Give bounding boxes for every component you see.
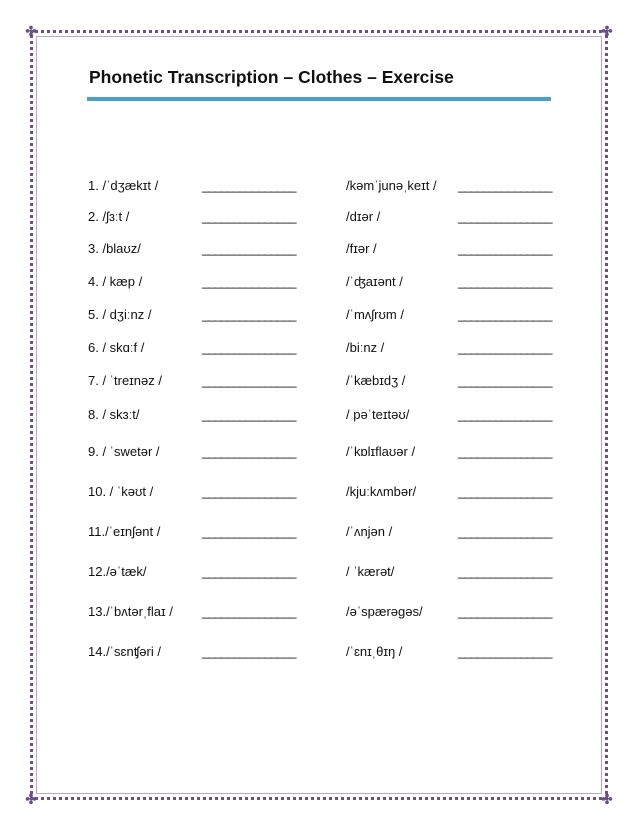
exercise-row — [88, 524, 578, 544]
transcription-right: /əˈspærəgəs/ — [346, 604, 423, 619]
transcription-left: 5. / dʒiːnz / — [88, 307, 152, 322]
exercise-row — [88, 484, 578, 504]
answer-blank-right[interactable]: _______________ — [458, 644, 552, 659]
answer-blank-right[interactable]: _______________ — [458, 604, 552, 619]
answer-blank-right[interactable]: _______________ — [458, 340, 552, 355]
transcription-left: 6. / skɑːf / — [88, 340, 145, 355]
answer-blank-left[interactable]: _______________ — [202, 209, 296, 224]
corner-ornament-icon: ✤ — [25, 23, 37, 39]
exercise-row — [88, 241, 578, 261]
answer-blank-left[interactable]: _______________ — [202, 178, 296, 193]
exercise-row — [88, 644, 578, 664]
answer-blank-right[interactable]: _______________ — [458, 564, 552, 579]
corner-ornament-icon: ✤ — [25, 791, 37, 807]
answer-blank-left[interactable]: _______________ — [202, 444, 296, 459]
transcription-right: /ˈɛnɪˌθɪŋ / — [346, 644, 403, 659]
exercise-row — [88, 604, 578, 624]
answer-blank-right[interactable]: _______________ — [458, 274, 552, 289]
transcription-right: /ˈʤaɪənt / — [346, 274, 403, 289]
transcription-right: /ˈmʌʃrʊm / — [346, 307, 404, 322]
exercise-row — [88, 274, 578, 294]
answer-blank-right[interactable]: _______________ — [458, 407, 552, 422]
answer-blank-left[interactable]: _______________ — [202, 307, 296, 322]
exercise-row — [88, 178, 578, 198]
transcription-left: 1. /ˈdʒækɪt / — [88, 178, 159, 193]
exercise-row — [88, 444, 578, 464]
transcription-right: /fɪər / — [346, 241, 377, 256]
answer-blank-left[interactable]: _______________ — [202, 407, 296, 422]
transcription-right: /ˈkæbɪdʒ / — [346, 373, 406, 388]
exercise-row — [88, 340, 578, 360]
answer-blank-right[interactable]: _______________ — [458, 484, 552, 499]
transcription-left: 10. / ˈkəʊt / — [88, 484, 154, 499]
transcription-left: 7. / ˈtreɪnəz / — [88, 373, 162, 388]
transcription-right: /dɪər / — [346, 209, 381, 224]
transcription-right: /ˈʌnjən / — [346, 524, 393, 539]
answer-blank-right[interactable]: _______________ — [458, 209, 552, 224]
transcription-left: 3. /blaʊz/ — [88, 241, 141, 256]
exercise-row — [88, 209, 578, 229]
answer-blank-left[interactable]: _______________ — [202, 340, 296, 355]
transcription-right: / pəˈteɪtəʊ/ — [346, 407, 410, 422]
exercise-row — [88, 373, 578, 393]
transcription-right: /kəmˈjunəˌkeɪt / — [346, 178, 437, 193]
answer-blank-right[interactable]: _______________ — [458, 307, 552, 322]
exercise-row — [88, 307, 578, 327]
transcription-left: 13./ˈbʌtərˌflaɪ / — [88, 604, 173, 619]
answer-blank-right[interactable]: _______________ — [458, 178, 552, 193]
exercise-row — [88, 564, 578, 584]
title-underline — [87, 97, 551, 101]
transcription-left: 12./əˈtæk/ — [88, 564, 147, 579]
answer-blank-left[interactable]: _______________ — [202, 524, 296, 539]
corner-ornament-icon: ✤ — [601, 791, 613, 807]
page-title: Phonetic Transcription – Clothes – Exercise — [89, 67, 454, 87]
corner-ornament-icon: ✤ — [601, 23, 613, 39]
transcription-left: 11./ˈeɪnʃənt / — [88, 524, 161, 539]
answer-blank-right[interactable]: _______________ — [458, 373, 552, 388]
answer-blank-left[interactable]: _______________ — [202, 241, 296, 256]
transcription-left: 2. /ʃɜːt / — [88, 209, 130, 224]
answer-blank-left[interactable]: _______________ — [202, 373, 296, 388]
transcription-left: 8. / skɜːt/ — [88, 407, 140, 422]
answer-blank-right[interactable]: _______________ — [458, 444, 552, 459]
transcription-right: /ˈkɒlɪflaʊər / — [346, 444, 416, 459]
answer-blank-left[interactable]: _______________ — [202, 274, 296, 289]
transcription-left: 4. / kæp / — [88, 274, 143, 289]
transcription-right: / ˈkærət/ — [346, 564, 395, 579]
answer-blank-left[interactable]: _______________ — [202, 564, 296, 579]
transcription-left: 9. / ˈswetər / — [88, 444, 160, 459]
answer-blank-left[interactable]: _______________ — [202, 604, 296, 619]
answer-blank-left[interactable]: _______________ — [202, 644, 296, 659]
exercise-row — [88, 407, 578, 427]
transcription-right: /biːnz / — [346, 340, 385, 355]
answer-blank-right[interactable]: _______________ — [458, 524, 552, 539]
answer-blank-right[interactable]: _______________ — [458, 241, 552, 256]
transcription-right: /kjuːkʌmbər/ — [346, 484, 417, 499]
answer-blank-left[interactable]: _______________ — [202, 484, 296, 499]
transcription-left: 14./ˈsɛnʧəri / — [88, 644, 161, 659]
